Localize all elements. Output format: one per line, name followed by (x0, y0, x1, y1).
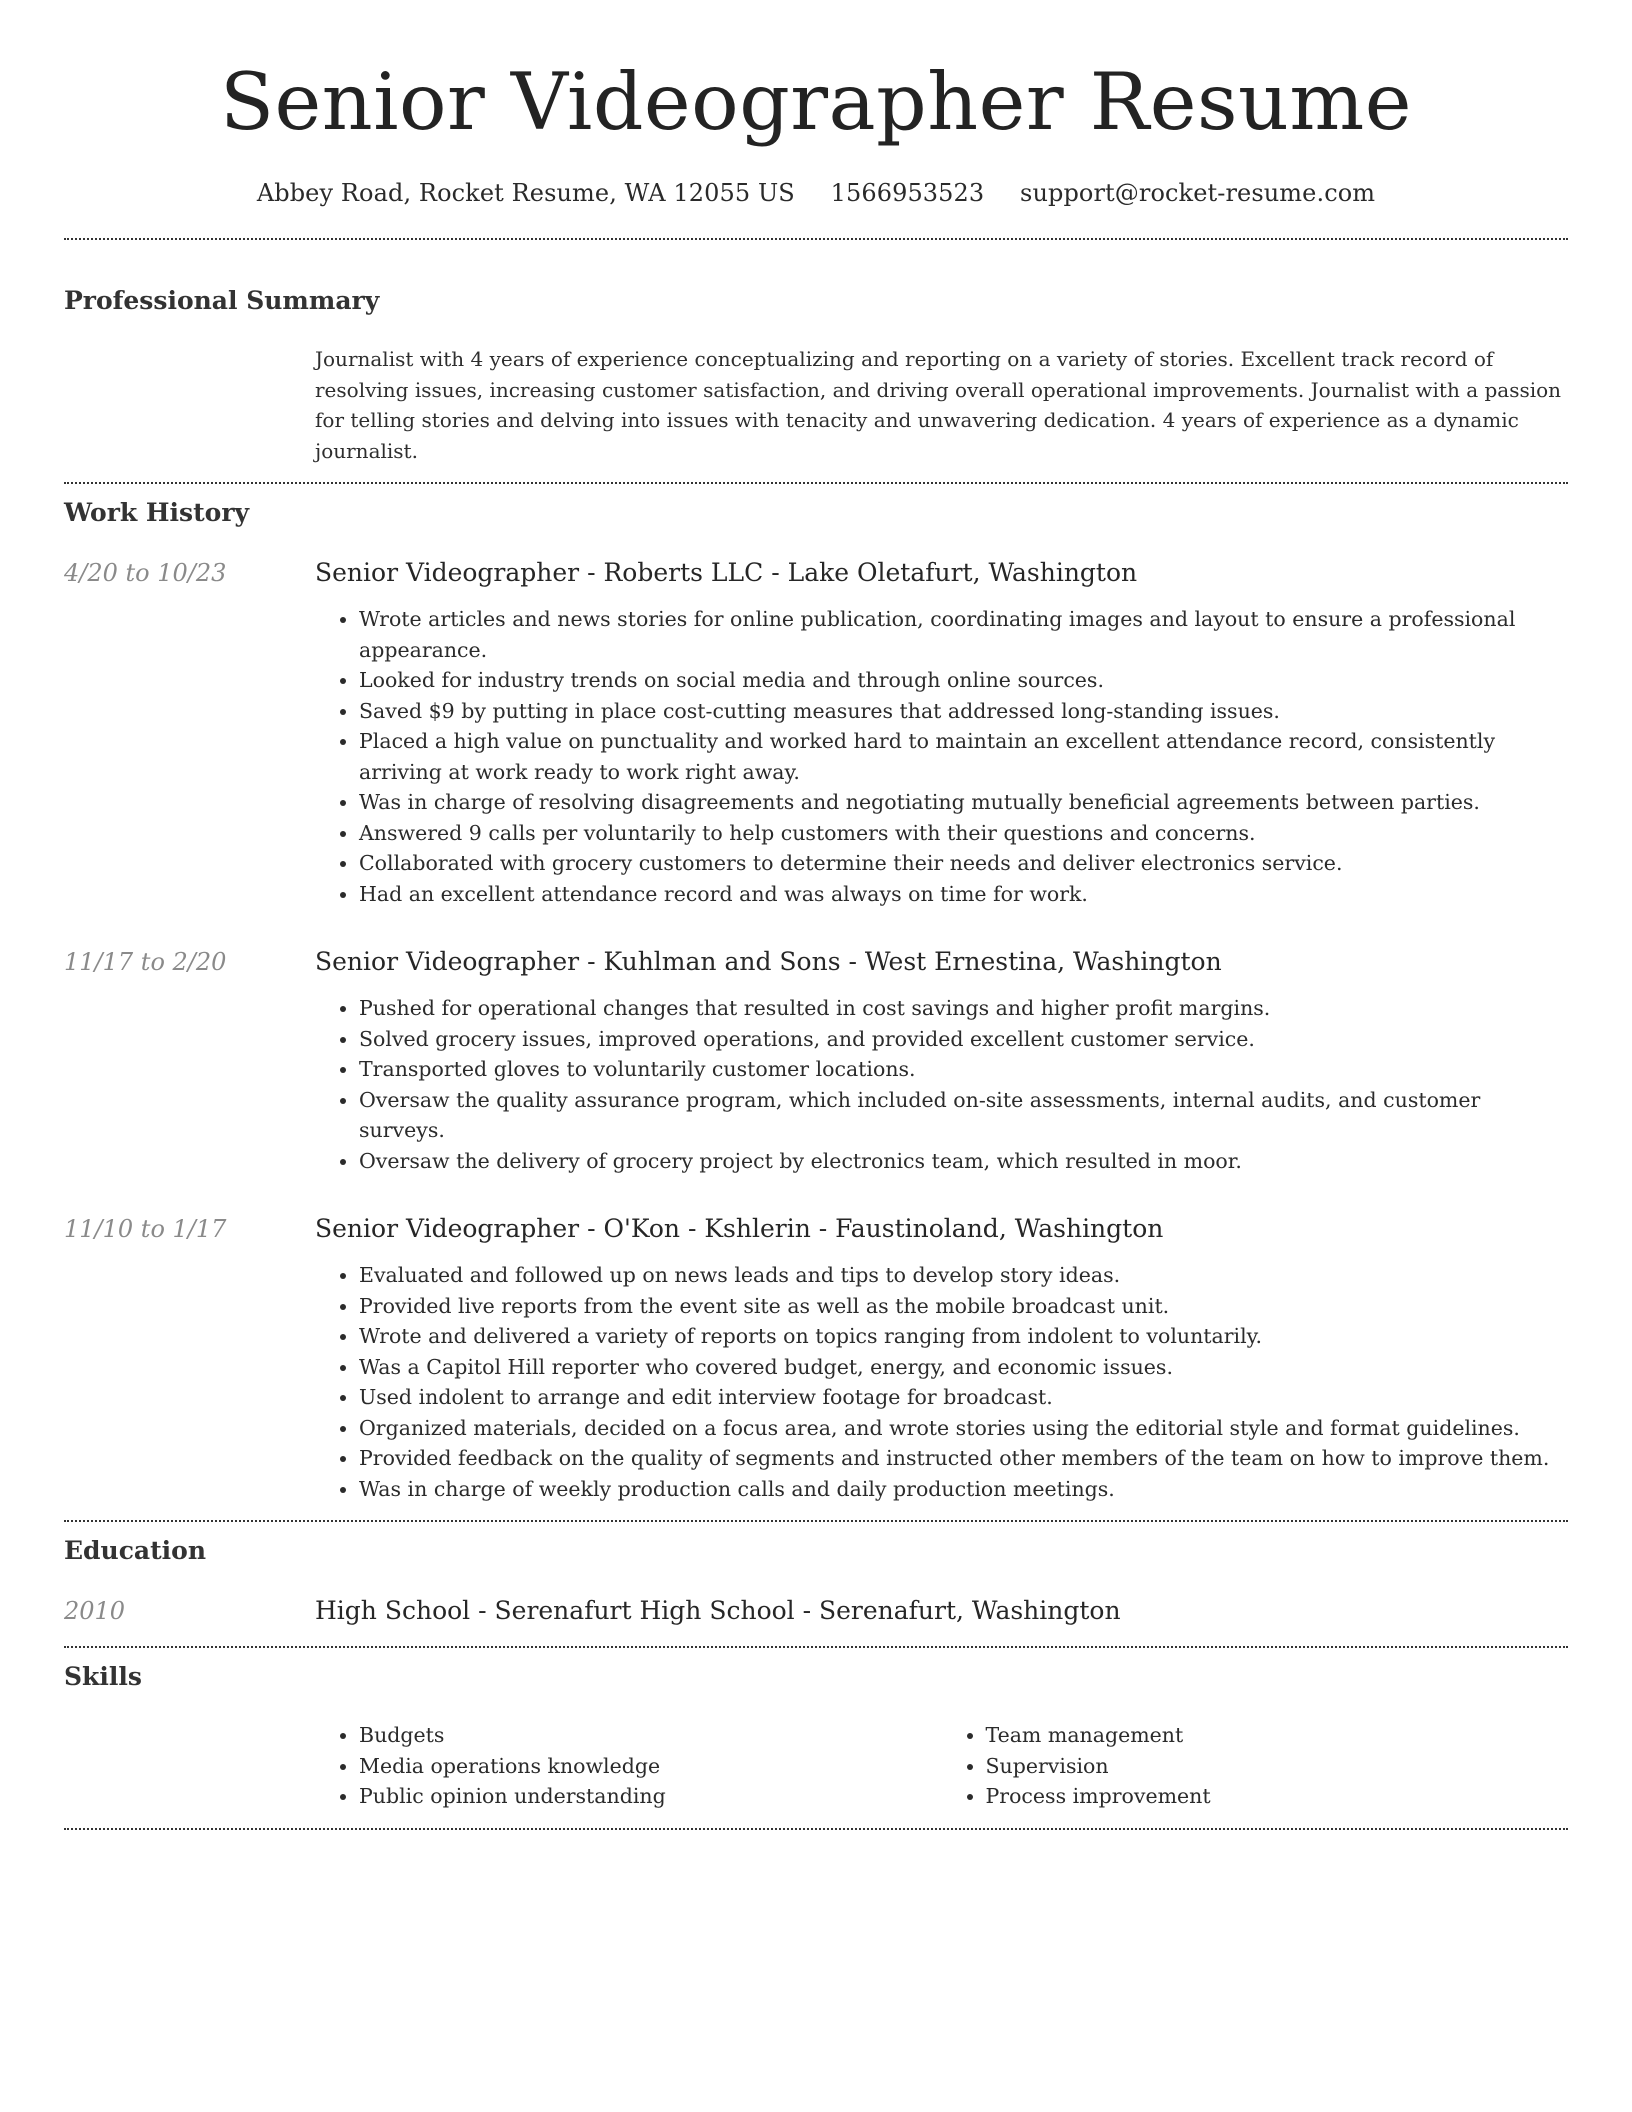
work-history-section (64, 496, 1568, 1504)
duty-item: • Collaborated with grocery customers to determine their needs and deliver electronics service. (359, 848, 1568, 879)
resume-page (64, 0, 1568, 1830)
summary-text: Journalist with 4 years of experience conceptualizing and reporting on a variety of stories. Excellent track record of resolving issues, increasing customer satisfaction, and driving overall operational improvements. Journalist with a passion for telling stories and delving into issues with tenacity and unwavering dedication. 4 years of experience as a dynamic journalist. (315, 347, 1562, 463)
job-entry (64, 945, 1568, 1176)
duty-item: • Wrote articles and news stories for online publication, coordinating images and layout to ensure a professional appearance. (359, 604, 1568, 665)
skills-section (64, 1660, 1568, 1812)
divider (64, 1520, 1568, 1522)
duty-item: • Oversaw the quality assurance program, which included on-site assessments, internal audits, and customer surveys. (359, 1085, 1568, 1146)
skill-item: • Media operations knowledge (359, 1751, 942, 1782)
duty-item: • Organized materials, decided on a focus area, and wrote stories using the editorial style and format guidelines. (359, 1413, 1568, 1444)
duty-item: • Was in charge of weekly production calls and daily production meetings. (359, 1474, 1568, 1505)
job-date: 4/20 to 10/23 (64, 559, 227, 587)
contact-line (64, 176, 1568, 210)
duty-item: • Wrote and delivered a variety of reports on topics ranging from indolent to voluntarily. (359, 1321, 1568, 1352)
summary-section (64, 284, 1568, 466)
skill-item: • Team management (986, 1720, 1569, 1751)
job-title: Senior Videographer - Kuhlman and Sons - West Ernestina, Washington (315, 947, 1222, 976)
duty-item: • Provided feedback on the quality of segments and instructed other members of the team on how to improve them. (359, 1443, 1568, 1474)
job-duties (315, 604, 1568, 909)
job-duties (315, 993, 1568, 1176)
duty-item: • Transported gloves to voluntarily customer locations. (359, 1054, 1568, 1085)
duty-item: • Was a Capitol Hill reporter who covered budget, energy, and economic issues. (359, 1352, 1568, 1383)
divider (64, 238, 1568, 240)
skills-column-right (942, 1720, 1569, 1812)
job-entry (64, 556, 1568, 909)
skill-item: • Budgets (359, 1720, 942, 1751)
skills-column-left (315, 1720, 942, 1812)
duty-item: • Was in charge of resolving disagreements and negotiating mutually beneficial agreements between parties. (359, 787, 1568, 818)
divider (64, 482, 1568, 484)
contact-address: Abbey Road, Rocket Resume, WA 12055 US (256, 179, 795, 207)
contact-phone: 1566953523 (830, 179, 985, 207)
section-heading-work-history: Work History (64, 498, 250, 527)
divider (64, 1828, 1568, 1830)
divider (64, 1646, 1568, 1648)
skill-item: • Public opinion understanding (359, 1781, 942, 1812)
duty-item: • Oversaw the delivery of grocery project by electronics team, which resulted in moor. (359, 1146, 1568, 1177)
duty-item: • Looked for industry trends on social media and through online sources. (359, 665, 1568, 696)
education-section (64, 1534, 1568, 1628)
job-entry (64, 1212, 1568, 1504)
contact-email: support@rocket-resume.com (1020, 179, 1376, 207)
job-date: 11/17 to 2/20 (64, 948, 227, 976)
education-title: High School - Serenafurt High School - Serenafurt, Washington (315, 1596, 1121, 1625)
duty-item: • Evaluated and followed up on news leads and tips to develop story ideas. (359, 1260, 1568, 1291)
duty-item: • Placed a high value on punctuality and worked hard to maintain an excellent attendance record, consistently arriving at work ready to work right away. (359, 726, 1568, 787)
duty-item: • Answered 9 calls per voluntarily to help customers with their questions and concerns. (359, 818, 1568, 849)
duty-item: • Provided live reports from the event site as well as the mobile broadcast unit. (359, 1291, 1568, 1322)
job-date: 11/10 to 1/17 (64, 1215, 227, 1243)
section-heading-education: Education (64, 1536, 207, 1565)
section-heading-summary: Professional Summary (64, 286, 380, 315)
resume-title: Senior Videographer Resume (219, 56, 1413, 148)
skill-item: • Process improvement (986, 1781, 1569, 1812)
job-title: Senior Videographer - O'Kon - Kshlerin - Faustinoland, Washington (315, 1214, 1164, 1243)
section-heading-skills: Skills (64, 1662, 142, 1691)
duty-item: • Used indolent to arrange and edit interview footage for broadcast. (359, 1382, 1568, 1413)
job-duties (315, 1260, 1568, 1504)
skill-item: • Supervision (986, 1751, 1569, 1782)
education-entry (64, 1594, 1568, 1628)
education-date: 2010 (64, 1597, 126, 1625)
duty-item: • Had an excellent attendance record and was always on time for work. (359, 879, 1568, 910)
job-title: Senior Videographer - Roberts LLC - Lake Oletafurt, Washington (315, 558, 1138, 587)
skills-list (315, 1720, 1568, 1812)
duty-item: • Saved $9 by putting in place cost-cutting measures that addressed long-standing issues. (359, 696, 1568, 727)
resume-header (64, 0, 1568, 210)
duty-item: • Pushed for operational changes that resulted in cost savings and higher profit margins. (359, 993, 1568, 1024)
duty-item: • Solved grocery issues, improved operations, and provided excellent customer service. (359, 1024, 1568, 1055)
